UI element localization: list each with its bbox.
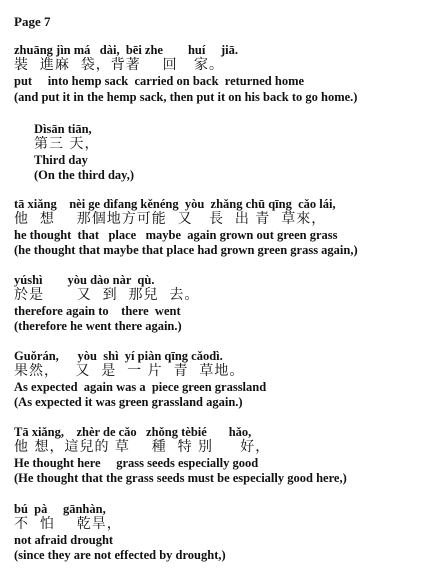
chinese-line: 裝 進麻 袋，背著 回 家。 bbox=[14, 57, 224, 73]
translation-line: (therefore he went there again.) bbox=[14, 319, 182, 333]
english-gloss-line: put into hemp sack carried on back returned home bbox=[14, 74, 305, 88]
pinyin-line: Tā xiǎng, zhèr de cǎo zhǒng tèbié hǎo, bbox=[14, 425, 252, 439]
chinese-line: 果然， 又 是 一 片 青 草地。 bbox=[14, 363, 245, 379]
english-gloss-line: He thought here grass seeds especially good bbox=[14, 456, 259, 470]
translation-line: (He thought that the grass seeds must be especially good here,) bbox=[14, 471, 347, 485]
pinyin-line: Guǒrán, yòu shì yí piàn qīng cǎodì. bbox=[14, 349, 223, 363]
english-gloss-line: Third day bbox=[34, 153, 88, 167]
translation-line: (he thought that maybe that place had grown green grass again,) bbox=[14, 243, 358, 257]
translation-line: (As expected it was green grassland again.) bbox=[14, 395, 243, 409]
pinyin-line: yúshì yòu dào nàr qù. bbox=[14, 273, 155, 287]
translation-line: (On the third day,) bbox=[34, 168, 135, 182]
chinese-line: 不 怕 乾旱， bbox=[14, 516, 122, 532]
english-gloss-line: therefore again to there went bbox=[14, 304, 181, 318]
translation-line: (since they are not effected by drought,) bbox=[14, 548, 226, 562]
translation-line: (and put it in the hemp sack, then put it on his back to go home.) bbox=[14, 90, 358, 104]
page-number: Page 7 bbox=[14, 14, 51, 29]
pinyin-line: tā xiǎng nèi ge dìfang kěnéng yòu zhǎng chū qīng cǎo lái, bbox=[14, 197, 336, 211]
pinyin-line: bú pà gānhàn, bbox=[14, 502, 106, 516]
chinese-line: 他 想 那個地方可能 又 長 出 青 草來， bbox=[14, 211, 327, 227]
chinese-line: 第三 天， bbox=[34, 136, 100, 152]
pinyin-line: zhuāng jìn má dài, bēi zhe huí jiā. bbox=[14, 43, 238, 57]
english-gloss-line: As expected again was a piece green grassland bbox=[14, 380, 267, 394]
pinyin-line: Dìsān tiān, bbox=[34, 122, 92, 136]
english-gloss-line: not afraid drought bbox=[14, 533, 114, 547]
english-gloss-line: he thought that place maybe again grown out green grass bbox=[14, 228, 338, 242]
chinese-line: 他 想，這兒的 草 種 特 別 好， bbox=[14, 439, 271, 455]
chinese-line: 於是 又 到 那兒 去。 bbox=[14, 287, 200, 303]
